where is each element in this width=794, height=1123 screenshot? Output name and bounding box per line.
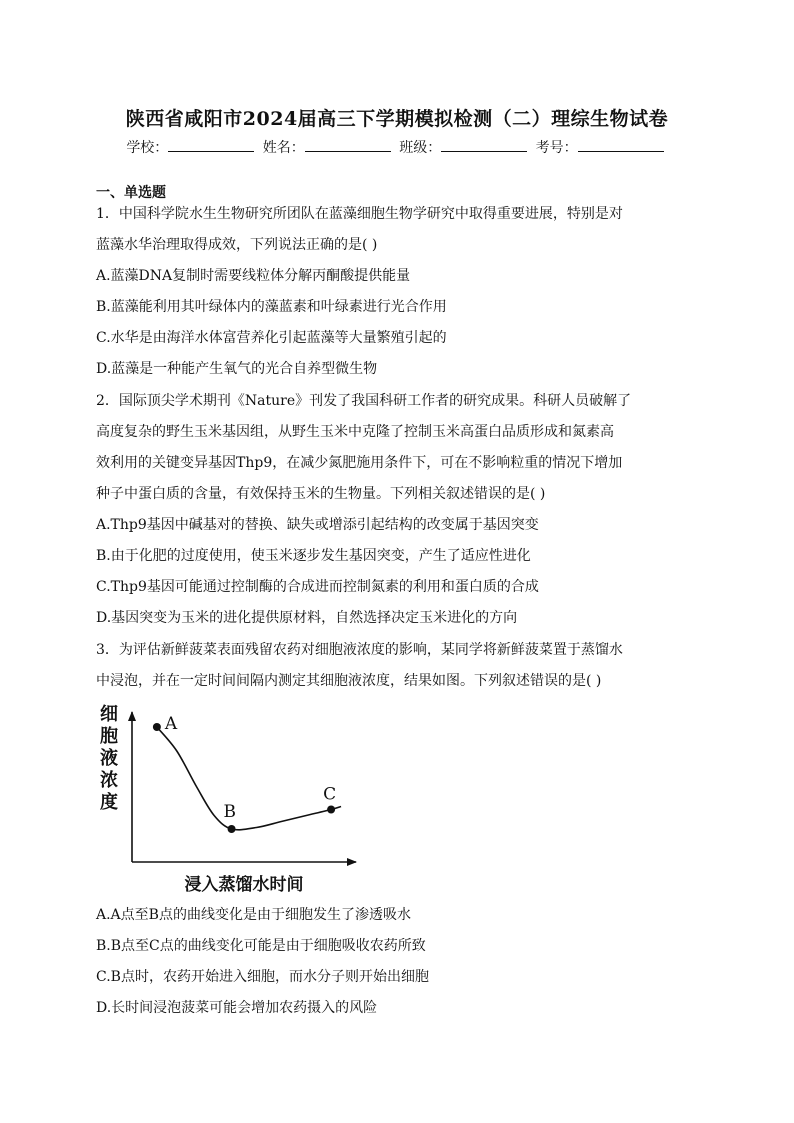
- q3-option-d[interactable]: D.长时间浸泡菠菜可能会增加农药摄入的风险: [96, 1000, 378, 1016]
- q1-option-d[interactable]: D.蓝藻是一种能产生氧气的光合自养型微生物: [96, 361, 378, 377]
- q3-option-a[interactable]: A.A点至B点的曲线变化是由于细胞发生了渗透吸水: [96, 907, 411, 923]
- q3-stem-line-2: 中浸泡，并在一定时间间隔内测定其细胞液浓度，结果如图。下列叙述错误的是( ): [96, 673, 602, 689]
- point-b: [228, 825, 236, 833]
- point-label-c: C: [323, 784, 337, 805]
- q1-stem-line-2: 蓝藻水华治理取得成效，下列说法正确的是( ): [96, 237, 378, 253]
- exam-number-label: 考号：: [535, 140, 578, 156]
- q2-stem-line-2: 高度复杂的野生玉米基因组，从野生玉米中克隆了控制玉米高蛋白品质形成和氮素高: [96, 424, 614, 440]
- q3-option-b[interactable]: B.B点至C点的曲线变化可能是由于细胞吸收农药所致: [96, 938, 426, 954]
- y-axis-label: 细胞液浓度: [100, 704, 118, 813]
- q3-option-c[interactable]: C.B点时，农药开始进入细胞，而水分子则开始出细胞: [96, 969, 429, 985]
- q2-option-b[interactable]: B.由于化肥的过度使用，使玉米逐步发生基因突变，产生了适应性进化: [96, 548, 531, 564]
- q2-option-d[interactable]: D.基因突变为玉米的进化提供原材料，自然选择决定玉米进化的方向: [96, 610, 518, 626]
- class-label: 班级：: [399, 140, 442, 156]
- q2-option-c[interactable]: C.Thp9基因可能通过控制酶的合成进而控制氮素的利用和蛋白质的合成: [96, 579, 539, 595]
- q3-stem-line-1: 3．为评估新鲜菠菜表面残留农药对细胞液浓度的影响，某同学将新鲜菠菜置于蒸馏水: [96, 642, 623, 658]
- class-blank[interactable]: [441, 137, 527, 152]
- q1-option-b[interactable]: B.蓝藻能利用其叶绿体内的藻蓝素和叶绿素进行光合作用: [96, 299, 447, 315]
- point-label-a: A: [164, 714, 178, 734]
- name-label: 姓名：: [262, 140, 305, 156]
- page-title: 陕西省咸阳市2024届高三下学期模拟检测（二）理综生物试卷: [125, 108, 669, 130]
- q1-option-a[interactable]: A.蓝藻DNA复制时需要线粒体分解丙酮酸提供能量: [96, 268, 411, 284]
- q2-option-a[interactable]: A.Thp9基因中碱基对的替换、缺失或增添引起结构的改变属于基因突变: [96, 517, 539, 533]
- exam-number-blank[interactable]: [578, 137, 664, 152]
- student-info-line: [0, 137, 794, 157]
- q2-stem-line-4: 种子中蛋白质的含量，有效保持玉米的生物量。下列相关叙述错误的是( ): [96, 486, 546, 502]
- point-label-b: B: [223, 802, 237, 822]
- section-heading: 一、单选题: [96, 185, 166, 201]
- x-axis-label: 浸入蒸馏水时间: [184, 875, 304, 895]
- school-label: 学校：: [126, 140, 169, 156]
- school-blank[interactable]: [168, 137, 254, 152]
- q1-stem-line-1: 1．中国科学院水生生物研究所团队在蓝藻细胞生物学研究中取得重要进展，特别是对: [96, 206, 623, 222]
- point-c: [327, 806, 335, 814]
- q2-stem-line-3: 效利用的关键变异基因Thp9，在减少氮肥施用条件下，可在不影响粒重的情况下增加: [96, 455, 623, 471]
- point-a: [153, 723, 161, 731]
- q1-option-c[interactable]: C.水华是由海洋水体富营养化引起蓝藻等大量繁殖引起的: [96, 330, 447, 346]
- cell-sap-concentration-chart: [96, 700, 376, 895]
- name-blank[interactable]: [305, 137, 391, 152]
- concentration-curve: [157, 727, 341, 830]
- q2-stem-line-1: 2．国际顶尖学术期刊《Nature》刊发了我国科研工作者的研究成果。科研人员破解了: [96, 393, 632, 409]
